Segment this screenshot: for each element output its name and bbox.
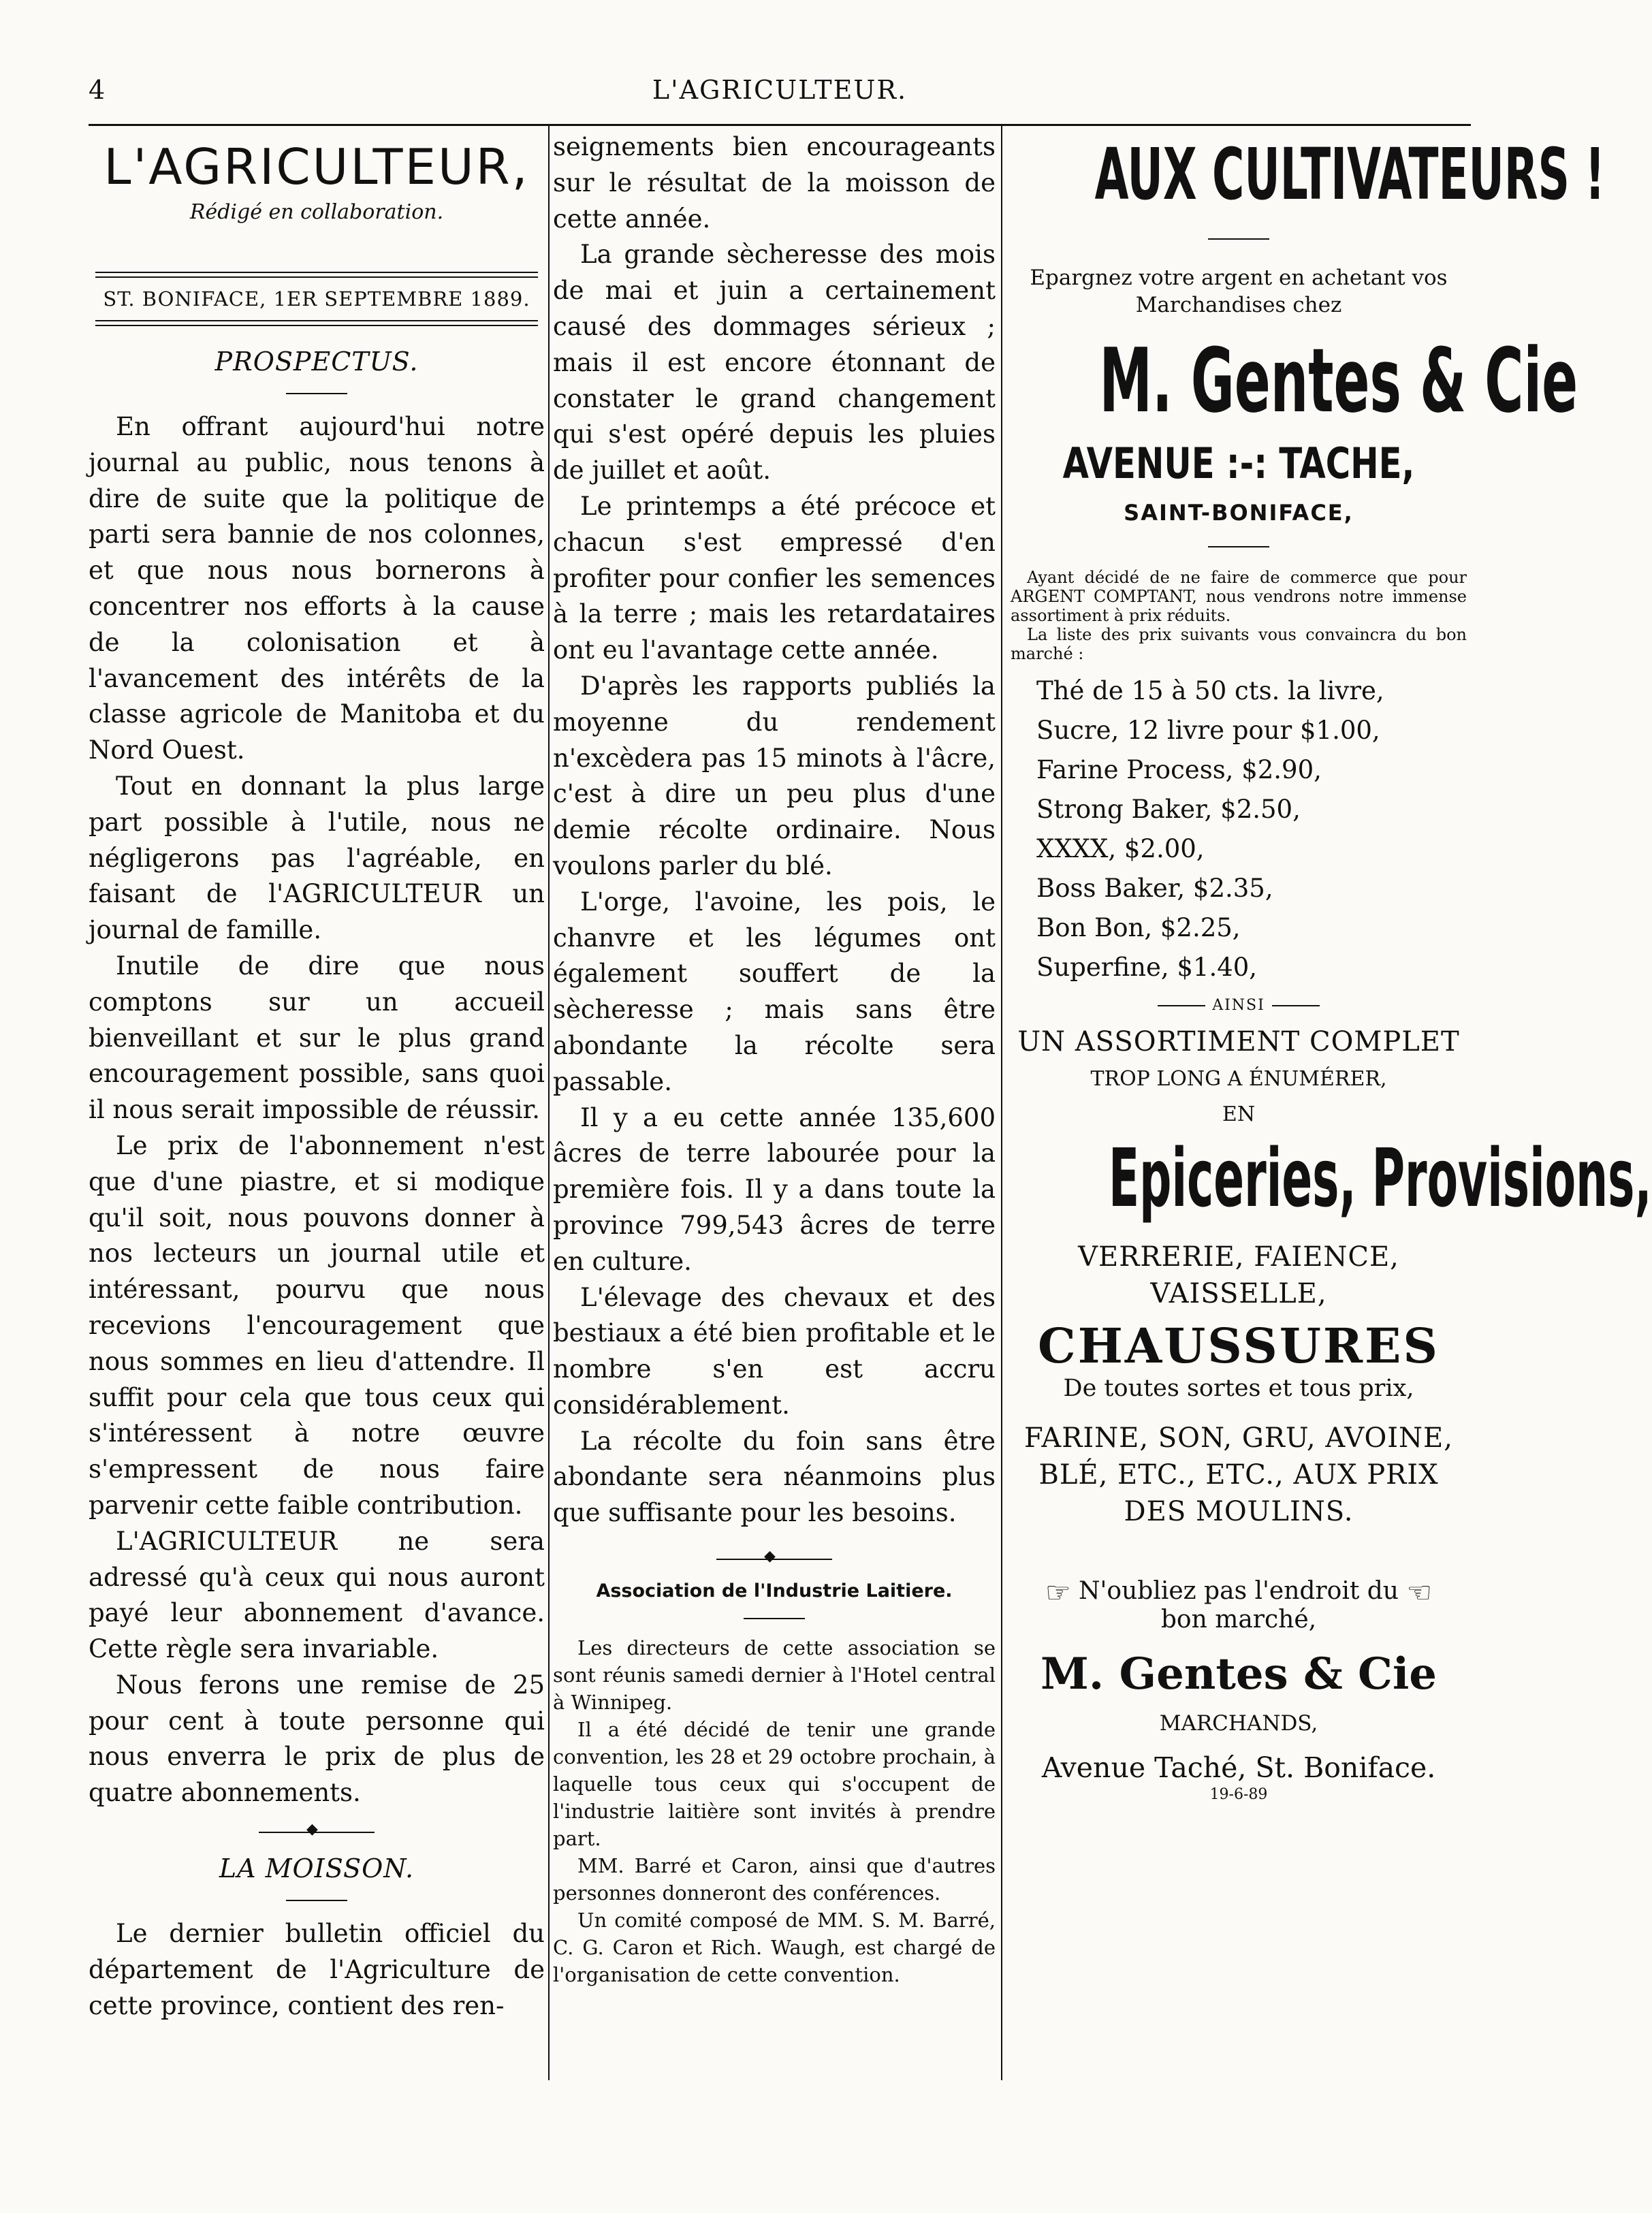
street: AVENUE :-: TACHE,: [1062, 439, 1415, 488]
trop-long-line: TROP LONG A ÉNUMÉRER,: [1090, 1067, 1387, 1091]
paragraph: La récolte du foin sans être abondante sera néanmoins plus que suffisante pour les besoins.: [553, 1426, 996, 1528]
merchant-name: M. Gentes & Cie: [1099, 329, 1578, 432]
town: SAINT-BONIFACE,: [1124, 500, 1354, 526]
price-item: Strong Baker, $2.50,: [1036, 795, 1301, 824]
running-title: L'AGRICULTEUR.: [652, 75, 908, 105]
page-header: [89, 75, 1471, 116]
farine-line: BLÉ, ETC., ETC., AUX PRIX: [1038, 1459, 1439, 1491]
dateline: ST. BONIFACE, 1ER SEPTEMBRE 1889.: [103, 287, 530, 311]
paragraph: seignements bien encourageants sur le résultat de la moisson de cette année.: [553, 132, 996, 234]
advertisement: [1006, 129, 1652, 1804]
ornament-rule: [716, 1559, 832, 1560]
epiceries-line: Epiceries, Provisions,: [1109, 1131, 1652, 1225]
prospectus-title: PROSPECTUS.: [215, 347, 419, 377]
ornament-rule: [259, 1832, 375, 1833]
paragraph: Inutile de dire que nous comptons sur un accueil bienveillant et sur le plus grand encouragement possible, sans quoi il nous serait impossible de réussir.: [89, 951, 545, 1125]
noubliez-text: N'oubliez pas l'endroit du: [1079, 1577, 1399, 1605]
masthead-rule: [95, 272, 538, 278]
ainsi-divider: [1006, 997, 1471, 1014]
paragraph: L'AGRICULTEUR ne sera adressé qu'à ceux qui nous auront payé leur abonnement d'avance. Cette règle sera invariable.: [89, 1526, 545, 1664]
paragraph: L'élevage des chevaux et des bestiaux a été bien profitable et le nombre s'en est accru considérablement.: [553, 1282, 996, 1420]
column-divider: [548, 126, 550, 2080]
paragraph: La grande sècheresse des mois de mai et juin a certainement causé des dommages sérieux ; mais il est encore étonnant de constater le grand changement qui s'est opéré depuis les pluies de juillet et août.: [553, 240, 996, 485]
verrerie-line: VERRERIE, FAIENCE,: [1078, 1241, 1399, 1273]
chaussures-line: CHAUSSURES: [1038, 1318, 1440, 1374]
paragraph: D'après les rapports publiés la moyenne du rendement n'excèdera pas 15 minots à l'âcre, c'est à dire un peu plus d'une demie récolte ordinaire. Nous voulons parler du blé.: [553, 671, 996, 880]
price-list: [1036, 671, 1471, 987]
paragraph: Le dernier bulletin officiel du département de l'Agriculture de cette province, contient des ren-: [89, 1919, 545, 2020]
price-item: Boss Baker, $2.35,: [1036, 874, 1273, 903]
farine-line: DES MOULINS.: [1124, 1496, 1354, 1527]
section-rule: [286, 393, 347, 394]
ad-intro: Epargnez votre argent en achetant vos Marchandises chez: [1030, 266, 1448, 317]
column-divider: [1001, 126, 1002, 2080]
header-rule: [89, 124, 1471, 126]
toutes-sortes-line: De toutes sortes et tous prix,: [1063, 1375, 1414, 1402]
price-item: Sucre, 12 livre pour $1.00,: [1036, 716, 1380, 745]
pointing-hand-icon: ☞: [1045, 1576, 1071, 1609]
farine-line: FARINE, SON, GRU, AVOINE,: [1024, 1422, 1453, 1454]
merchant-name-2: M. Gentes & Cie: [1041, 1649, 1437, 1700]
price-item: XXXX, $2.00,: [1036, 834, 1205, 863]
paragraph: Le printemps a été précoce et chacun s'est empressé d'en profiter pour confier les semences à la terre ; mais les retardataires ont eu l'avantage cette année.: [553, 491, 996, 665]
address-line: Avenue Taché, St. Boniface.: [1041, 1751, 1436, 1784]
paragraph: Le prix de l'abonnement n'est que d'une piastre, et si modique qu'il soit, nous pouvons donner à nos lecteurs un journal utile et intéressant, pourvu que nous recevions l'encouragement que nous sommes en lieu d'attendre. Il suffit pour cela que tous ceux qui s'intéressent à notre œuvre s'empressent de nous faire parvenir cette faible contribution.: [89, 1130, 545, 1520]
ainsi-label: AINSI: [1212, 997, 1265, 1014]
noubliez-line-2: bon marché,: [1160, 1606, 1317, 1634]
dateline-rule: [95, 320, 538, 326]
ad-notice: Ayant décidé de ne faire de commerce que pour ARGENT COMPTANT, nous vendrons notre immense assortiment à prix réduits.: [1011, 568, 1467, 625]
paragraph: Il y a eu cette année 135,600 âcres de terre labourée pour la première fois. Il y a dans toute la province 799,543 âcres de terre en culture.: [553, 1102, 996, 1276]
price-item: Superfine, $1.40,: [1036, 953, 1258, 982]
paragraph: Les directeurs de cette association se sont réunis samedi dernier à l'Hotel central à Winnipeg.: [553, 1636, 996, 1715]
paragraph: MM. Barré et Caron, ainsi que d'autres personnes donneront des conférences.: [553, 1854, 996, 1905]
marchands-line: MARCHANDS,: [1159, 1711, 1318, 1736]
masthead-subtitle: Rédigé en collaboration.: [189, 200, 444, 224]
vaisselle-line: VAISSELLE,: [1150, 1278, 1327, 1309]
section-rule: [744, 1618, 805, 1619]
ad-notice: La liste des prix suivants vous convaincra du bon marché :: [1011, 625, 1467, 663]
page-number: 4: [89, 75, 106, 105]
paragraph: En offrant aujourd'hui notre journal au public, nous tenons à dire de suite que la politique de parti sera bannie de nos colonnes, et que nous nous bornerons à concentrer nos efforts à la cause de la colonisation et à l'avancement des intérêts de la classe agricole de Manitoba et du Nord Ouest.: [89, 412, 545, 765]
paragraph: Nous ferons une remise de 25 pour cent à toute personne qui nous enverra le prix de plus de quatre abonnements.: [89, 1670, 545, 1808]
section-rule: [1208, 238, 1269, 240]
column-1: [89, 129, 545, 2024]
noubliez-line: [1006, 1576, 1471, 1609]
masthead-title: L'AGRICULTEUR,: [104, 138, 530, 195]
paragraph: Il a été décidé de tenir une grande convention, les 28 et 29 octobre prochain, à laquelle tous ceux qui s'occupent de l'industrie laitière sont invités à prendre part.: [553, 1718, 996, 1851]
column-2: [553, 129, 996, 1988]
section-rule: [1208, 546, 1269, 547]
paragraph: Tout en donnant la plus large part possible à l'utile, nous ne négligerons pas l'agréable, en faisant de l'AGRICULTEUR un journal de famille.: [89, 771, 545, 945]
price-item: Farine Process, $2.90,: [1036, 755, 1322, 784]
paragraph: Un comité composé de MM. S. M. Barré, C. G. Caron et Rich. Waugh, est chargé de l'organisation de cette convention.: [553, 1909, 996, 1987]
paragraph: L'orge, l'avoine, les pois, le chanvre et les légumes ont également souffert de la sècheresse ; mais sans être abondante la récolte sera passable.: [553, 887, 996, 1096]
ad-code: 19-6-89: [1209, 1786, 1268, 1803]
moisson-title: LA MOISSON.: [219, 1853, 415, 1884]
section-rule: [286, 1900, 347, 1901]
price-item: Thé de 15 à 50 cts. la livre,: [1036, 676, 1384, 705]
assortment-line: UN ASSORTIMENT COMPLET: [1017, 1026, 1460, 1057]
association-title: Association de l'Industrie Laitiere.: [596, 1580, 953, 1602]
ad-headline: AUX CULTIVATEURS !: [1094, 133, 1605, 216]
en-line: EN: [1222, 1102, 1256, 1126]
price-item: Bon Bon, $2.25,: [1036, 913, 1241, 942]
pointing-hand-icon: ☜: [1406, 1576, 1433, 1609]
